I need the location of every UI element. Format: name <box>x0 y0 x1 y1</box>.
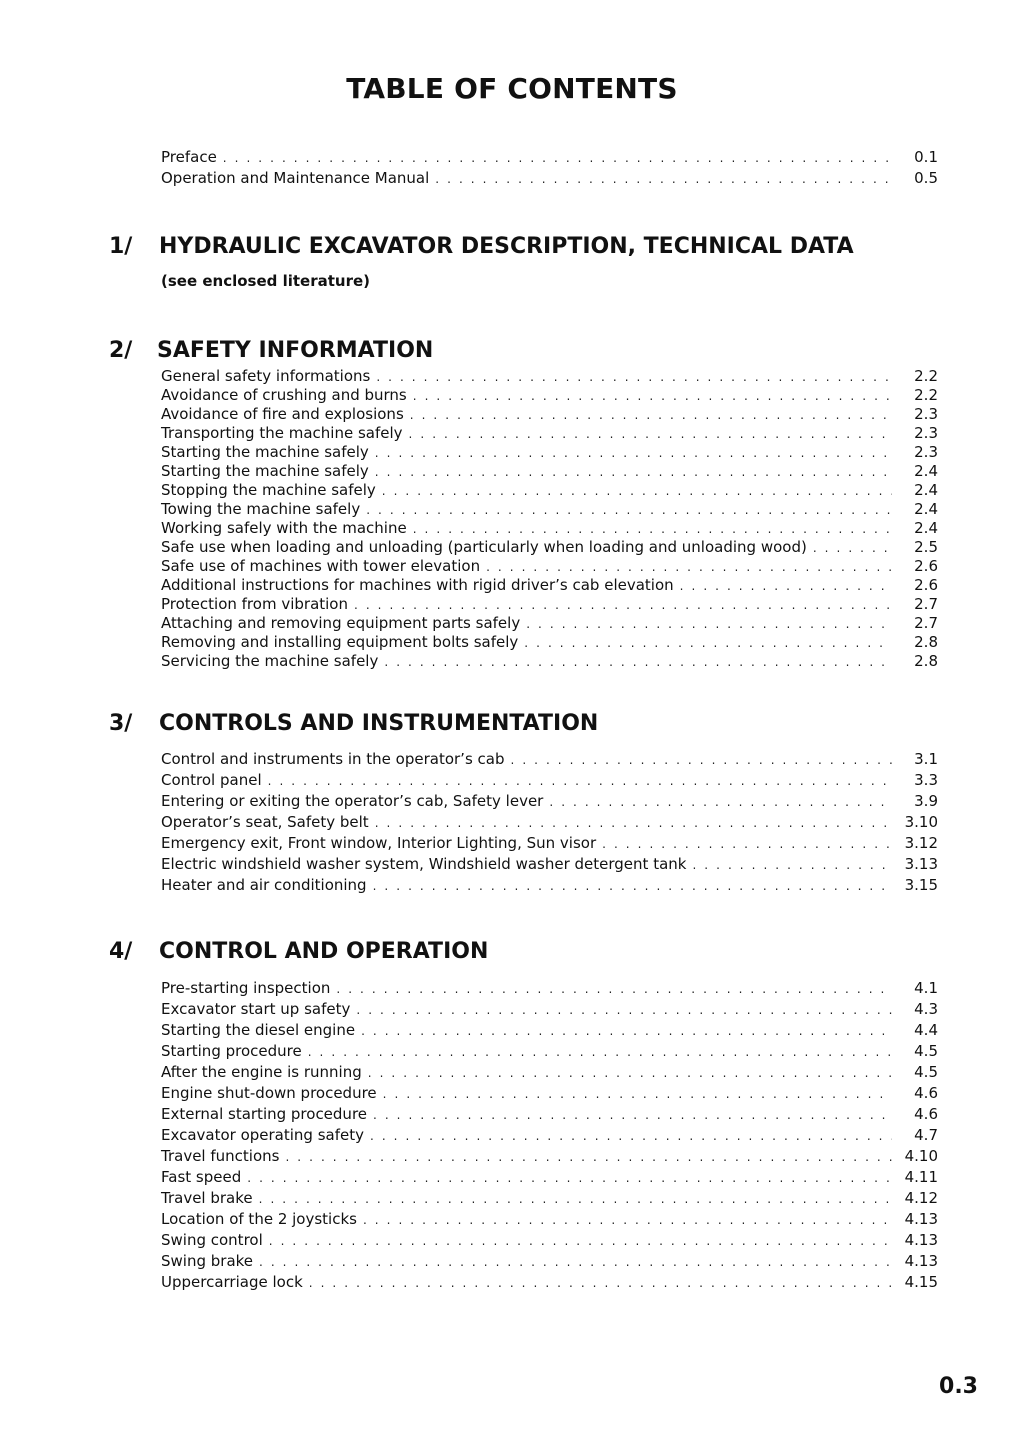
toc-entry-label: Location of the 2 joysticks <box>161 1210 357 1228</box>
toc-entry-page: 4.13 <box>904 1231 938 1249</box>
toc-entry-page: 4.5 <box>914 1063 938 1081</box>
dot-leader <box>692 856 892 875</box>
dot-leader <box>223 149 892 168</box>
toc-entry[interactable] <box>161 1189 938 1208</box>
toc-entry-page: 4.6 <box>914 1084 938 1102</box>
toc-entry-page: 2.4 <box>914 481 938 499</box>
toc-entry[interactable] <box>161 500 938 519</box>
toc-entry-page: 2.3 <box>914 443 938 461</box>
toc-entry-label: Transporting the machine safely <box>161 424 403 442</box>
dot-leader <box>413 387 892 406</box>
toc-entry[interactable] <box>161 405 938 424</box>
toc-entry-label: Starting the machine safely <box>161 443 369 461</box>
toc-entry-page: 3.15 <box>904 876 938 894</box>
section-title: SAFETY INFORMATION <box>157 338 434 363</box>
toc-entry-label: Starting the machine safely <box>161 462 369 480</box>
dot-leader <box>409 425 892 444</box>
toc-entry[interactable] <box>161 1252 938 1271</box>
dot-leader <box>259 1253 892 1272</box>
dot-leader <box>336 980 892 999</box>
toc-entry-page: 0.5 <box>914 169 938 187</box>
toc-entry-label: Towing the machine safely <box>161 500 361 518</box>
dot-leader <box>375 814 892 833</box>
toc-entry-page: 3.10 <box>904 813 938 831</box>
toc-entry[interactable] <box>161 576 938 595</box>
toc-entry[interactable] <box>161 1084 938 1103</box>
toc-entry-label: Servicing the machine safely <box>161 652 379 670</box>
toc-entry[interactable] <box>161 813 938 832</box>
toc-entry-label: Working safely with the machine <box>161 519 407 537</box>
toc-entry[interactable] <box>161 424 938 443</box>
dot-leader <box>268 772 892 791</box>
dot-leader <box>486 558 892 577</box>
toc-front-list <box>161 148 938 188</box>
toc-entry-label: Avoidance of crushing and burns <box>161 386 407 404</box>
toc-entry[interactable] <box>161 750 938 769</box>
toc-entry-label: Excavator operating safety <box>161 1126 364 1144</box>
toc-entry[interactable] <box>161 595 938 614</box>
toc-entry-label: Travel brake <box>161 1189 253 1207</box>
page-title: TABLE OF CONTENTS <box>346 72 678 105</box>
section-number: 4/ <box>109 939 133 964</box>
toc-section-4-list <box>161 979 938 1292</box>
toc-entry-page: 2.7 <box>914 595 938 613</box>
toc-entry[interactable] <box>161 1210 938 1229</box>
toc-entry-page: 4.5 <box>914 1042 938 1060</box>
section-title: HYDRAULIC EXCAVATOR DESCRIPTION, TECHNICAL DATA <box>159 234 854 259</box>
section-note: (see enclosed literature) <box>161 272 371 290</box>
toc-entry[interactable] <box>161 481 938 500</box>
dot-leader <box>269 1232 892 1251</box>
toc-entry-label: Stopping the machine safely <box>161 481 376 499</box>
dot-leader <box>549 793 892 812</box>
toc-entry[interactable] <box>161 1042 938 1061</box>
toc-entry[interactable] <box>161 771 938 790</box>
toc-entry-page: 4.1 <box>914 979 938 997</box>
dot-leader <box>370 1127 892 1146</box>
toc-entry-page: 2.8 <box>914 652 938 670</box>
toc-entry[interactable] <box>161 386 938 405</box>
dot-leader <box>602 835 892 854</box>
toc-entry[interactable] <box>161 1168 938 1187</box>
dot-leader <box>354 596 892 615</box>
toc-entry-label: Swing brake <box>161 1252 254 1270</box>
toc-entry-label: Protection from vibration <box>161 595 348 613</box>
toc-entry-label: Pre-starting inspection <box>161 979 331 997</box>
toc-entry-label: Attaching and removing equipment parts safely <box>161 614 521 632</box>
toc-entry-label: After the engine is running <box>161 1063 362 1081</box>
toc-entry-label: Safe use when loading and unloading (particularly when loading and unloading wood) <box>161 538 807 556</box>
toc-entry-label: Starting procedure <box>161 1042 302 1060</box>
toc-entry[interactable] <box>161 1126 938 1145</box>
toc-entry[interactable] <box>161 1000 938 1019</box>
toc-entry[interactable] <box>161 1063 938 1082</box>
toc-entry-page: 3.9 <box>914 792 938 810</box>
section-heading-2 <box>109 338 433 363</box>
toc-entry-label: Additional instructions for machines with rigid driver’s cab elevation <box>161 576 674 594</box>
toc-entry[interactable] <box>161 1147 938 1166</box>
toc-entry[interactable] <box>161 1231 938 1250</box>
toc-entry[interactable] <box>161 169 938 188</box>
toc-entry-page: 2.4 <box>914 519 938 537</box>
dot-leader <box>363 1211 892 1230</box>
dot-leader <box>361 1022 892 1041</box>
toc-entry-label: Fast speed <box>161 1168 242 1186</box>
dot-leader <box>413 520 892 539</box>
toc-entry[interactable] <box>161 614 938 633</box>
section-title: CONTROLS AND INSTRUMENTATION <box>159 711 599 736</box>
toc-entry[interactable] <box>161 792 938 811</box>
section-heading-1 <box>109 234 854 259</box>
toc-entry-page: 2.2 <box>914 367 938 385</box>
section-heading-3 <box>109 711 598 736</box>
toc-entry-page: 4.15 <box>904 1273 938 1291</box>
toc-entry-page: 2.7 <box>914 614 938 632</box>
toc-entry-page: 2.6 <box>914 557 938 575</box>
toc-entry-page: 2.4 <box>914 462 938 480</box>
toc-entry-page: 4.4 <box>914 1021 938 1039</box>
toc-entry-page: 2.3 <box>914 405 938 423</box>
toc-entry-page: 4.6 <box>914 1105 938 1123</box>
dot-leader <box>373 877 892 896</box>
toc-entry-page: 3.3 <box>914 771 938 789</box>
toc-entry-label: Control panel <box>161 771 262 789</box>
toc-entry-page: 4.12 <box>904 1189 938 1207</box>
dot-leader <box>308 1043 892 1062</box>
toc-entry-page: 2.3 <box>914 424 938 442</box>
toc-entry[interactable] <box>161 443 938 462</box>
toc-entry-label: Control and instruments in the operator’s cab <box>161 750 505 768</box>
toc-entry-page: 3.12 <box>904 834 938 852</box>
section-number: 1/ <box>109 234 133 259</box>
toc-entry-page: 3.13 <box>904 855 938 873</box>
page-number: 0.3 <box>939 1374 978 1399</box>
toc-entry-page: 2.8 <box>914 633 938 651</box>
toc-entry-label: Heater and air conditioning <box>161 876 367 894</box>
toc-entry[interactable] <box>161 462 938 481</box>
dot-leader <box>247 1169 892 1188</box>
toc-entry-label: Avoidance of fire and explosions <box>161 405 404 423</box>
toc-entry[interactable] <box>161 1105 938 1124</box>
dot-leader <box>373 1106 892 1125</box>
dot-leader <box>813 539 892 558</box>
toc-entry[interactable] <box>161 367 938 386</box>
dot-leader <box>376 368 892 387</box>
toc-entry-page: 2.5 <box>914 538 938 556</box>
toc-entry[interactable] <box>161 1021 938 1040</box>
toc-entry-label: Emergency exit, Front window, Interior Lighting, Sun visor <box>161 834 597 852</box>
dot-leader <box>510 751 892 770</box>
toc-entry[interactable] <box>161 519 938 538</box>
dot-leader <box>259 1190 892 1209</box>
toc-entry-label: Swing control <box>161 1231 263 1249</box>
toc-entry[interactable] <box>161 979 938 998</box>
toc-entry-label: Preface <box>161 148 217 166</box>
dot-leader <box>285 1148 892 1167</box>
toc-entry-page: 4.13 <box>904 1210 938 1228</box>
toc-entry-label: Electric windshield washer system, Windshield washer detergent tank <box>161 855 687 873</box>
toc-entry[interactable] <box>161 652 938 671</box>
dot-leader <box>524 634 892 653</box>
dot-leader <box>366 501 892 520</box>
dot-leader <box>382 482 892 501</box>
toc-entry-page: 3.1 <box>914 750 938 768</box>
toc-entry-label: External starting procedure <box>161 1105 368 1123</box>
dot-leader <box>375 444 892 463</box>
toc-entry-label: Operator’s seat, Safety belt <box>161 813 369 831</box>
dot-leader <box>309 1274 892 1293</box>
dot-leader <box>526 615 892 634</box>
dot-leader <box>383 1085 892 1104</box>
dot-leader <box>375 463 892 482</box>
toc-entry-page: 2.6 <box>914 576 938 594</box>
toc-entry[interactable] <box>161 834 938 853</box>
toc-entry-label: Starting the diesel engine <box>161 1021 356 1039</box>
toc-entry-label: Travel functions <box>161 1147 280 1165</box>
toc-entry-page: 4.3 <box>914 1000 938 1018</box>
toc-entry-label: Engine shut-down procedure <box>161 1084 377 1102</box>
toc-entry-label: Operation and Maintenance Manual <box>161 169 430 187</box>
dot-leader <box>356 1001 892 1020</box>
toc-entry-label: Entering or exiting the operator’s cab, Safety lever <box>161 792 544 810</box>
section-title: CONTROL AND OPERATION <box>159 939 489 964</box>
toc-entry-label: Safe use of machines with tower elevation <box>161 557 481 575</box>
toc-entry-page: 4.13 <box>904 1252 938 1270</box>
dot-leader <box>410 406 892 425</box>
toc-entry-page: 2.2 <box>914 386 938 404</box>
dot-leader <box>680 577 892 596</box>
toc-entry-page: 4.10 <box>904 1147 938 1165</box>
toc-entry[interactable] <box>161 876 938 895</box>
toc-entry-label: Removing and installing equipment bolts safely <box>161 633 519 651</box>
toc-entry[interactable] <box>161 148 938 167</box>
dot-leader <box>368 1064 892 1083</box>
toc-entry[interactable] <box>161 633 938 652</box>
section-number: 3/ <box>109 711 133 736</box>
toc-entry[interactable] <box>161 855 938 874</box>
toc-entry[interactable] <box>161 557 938 576</box>
toc-entry-label: General safety informations <box>161 367 371 385</box>
dot-leader <box>435 170 892 189</box>
toc-entry-page: 2.4 <box>914 500 938 518</box>
toc-entry-page: 4.11 <box>904 1168 938 1186</box>
section-number: 2/ <box>109 338 133 363</box>
toc-entry-label: Excavator start up safety <box>161 1000 351 1018</box>
toc-entry[interactable] <box>161 538 938 557</box>
dot-leader <box>384 653 892 672</box>
toc-entry-label: Uppercarriage lock <box>161 1273 303 1291</box>
toc-entry[interactable] <box>161 1273 938 1292</box>
toc-section-3-list <box>161 750 938 895</box>
toc-section-2-list <box>161 367 938 671</box>
toc-entry-page: 0.1 <box>914 148 938 166</box>
toc-entry-page: 4.7 <box>914 1126 938 1144</box>
section-heading-4 <box>109 939 488 964</box>
